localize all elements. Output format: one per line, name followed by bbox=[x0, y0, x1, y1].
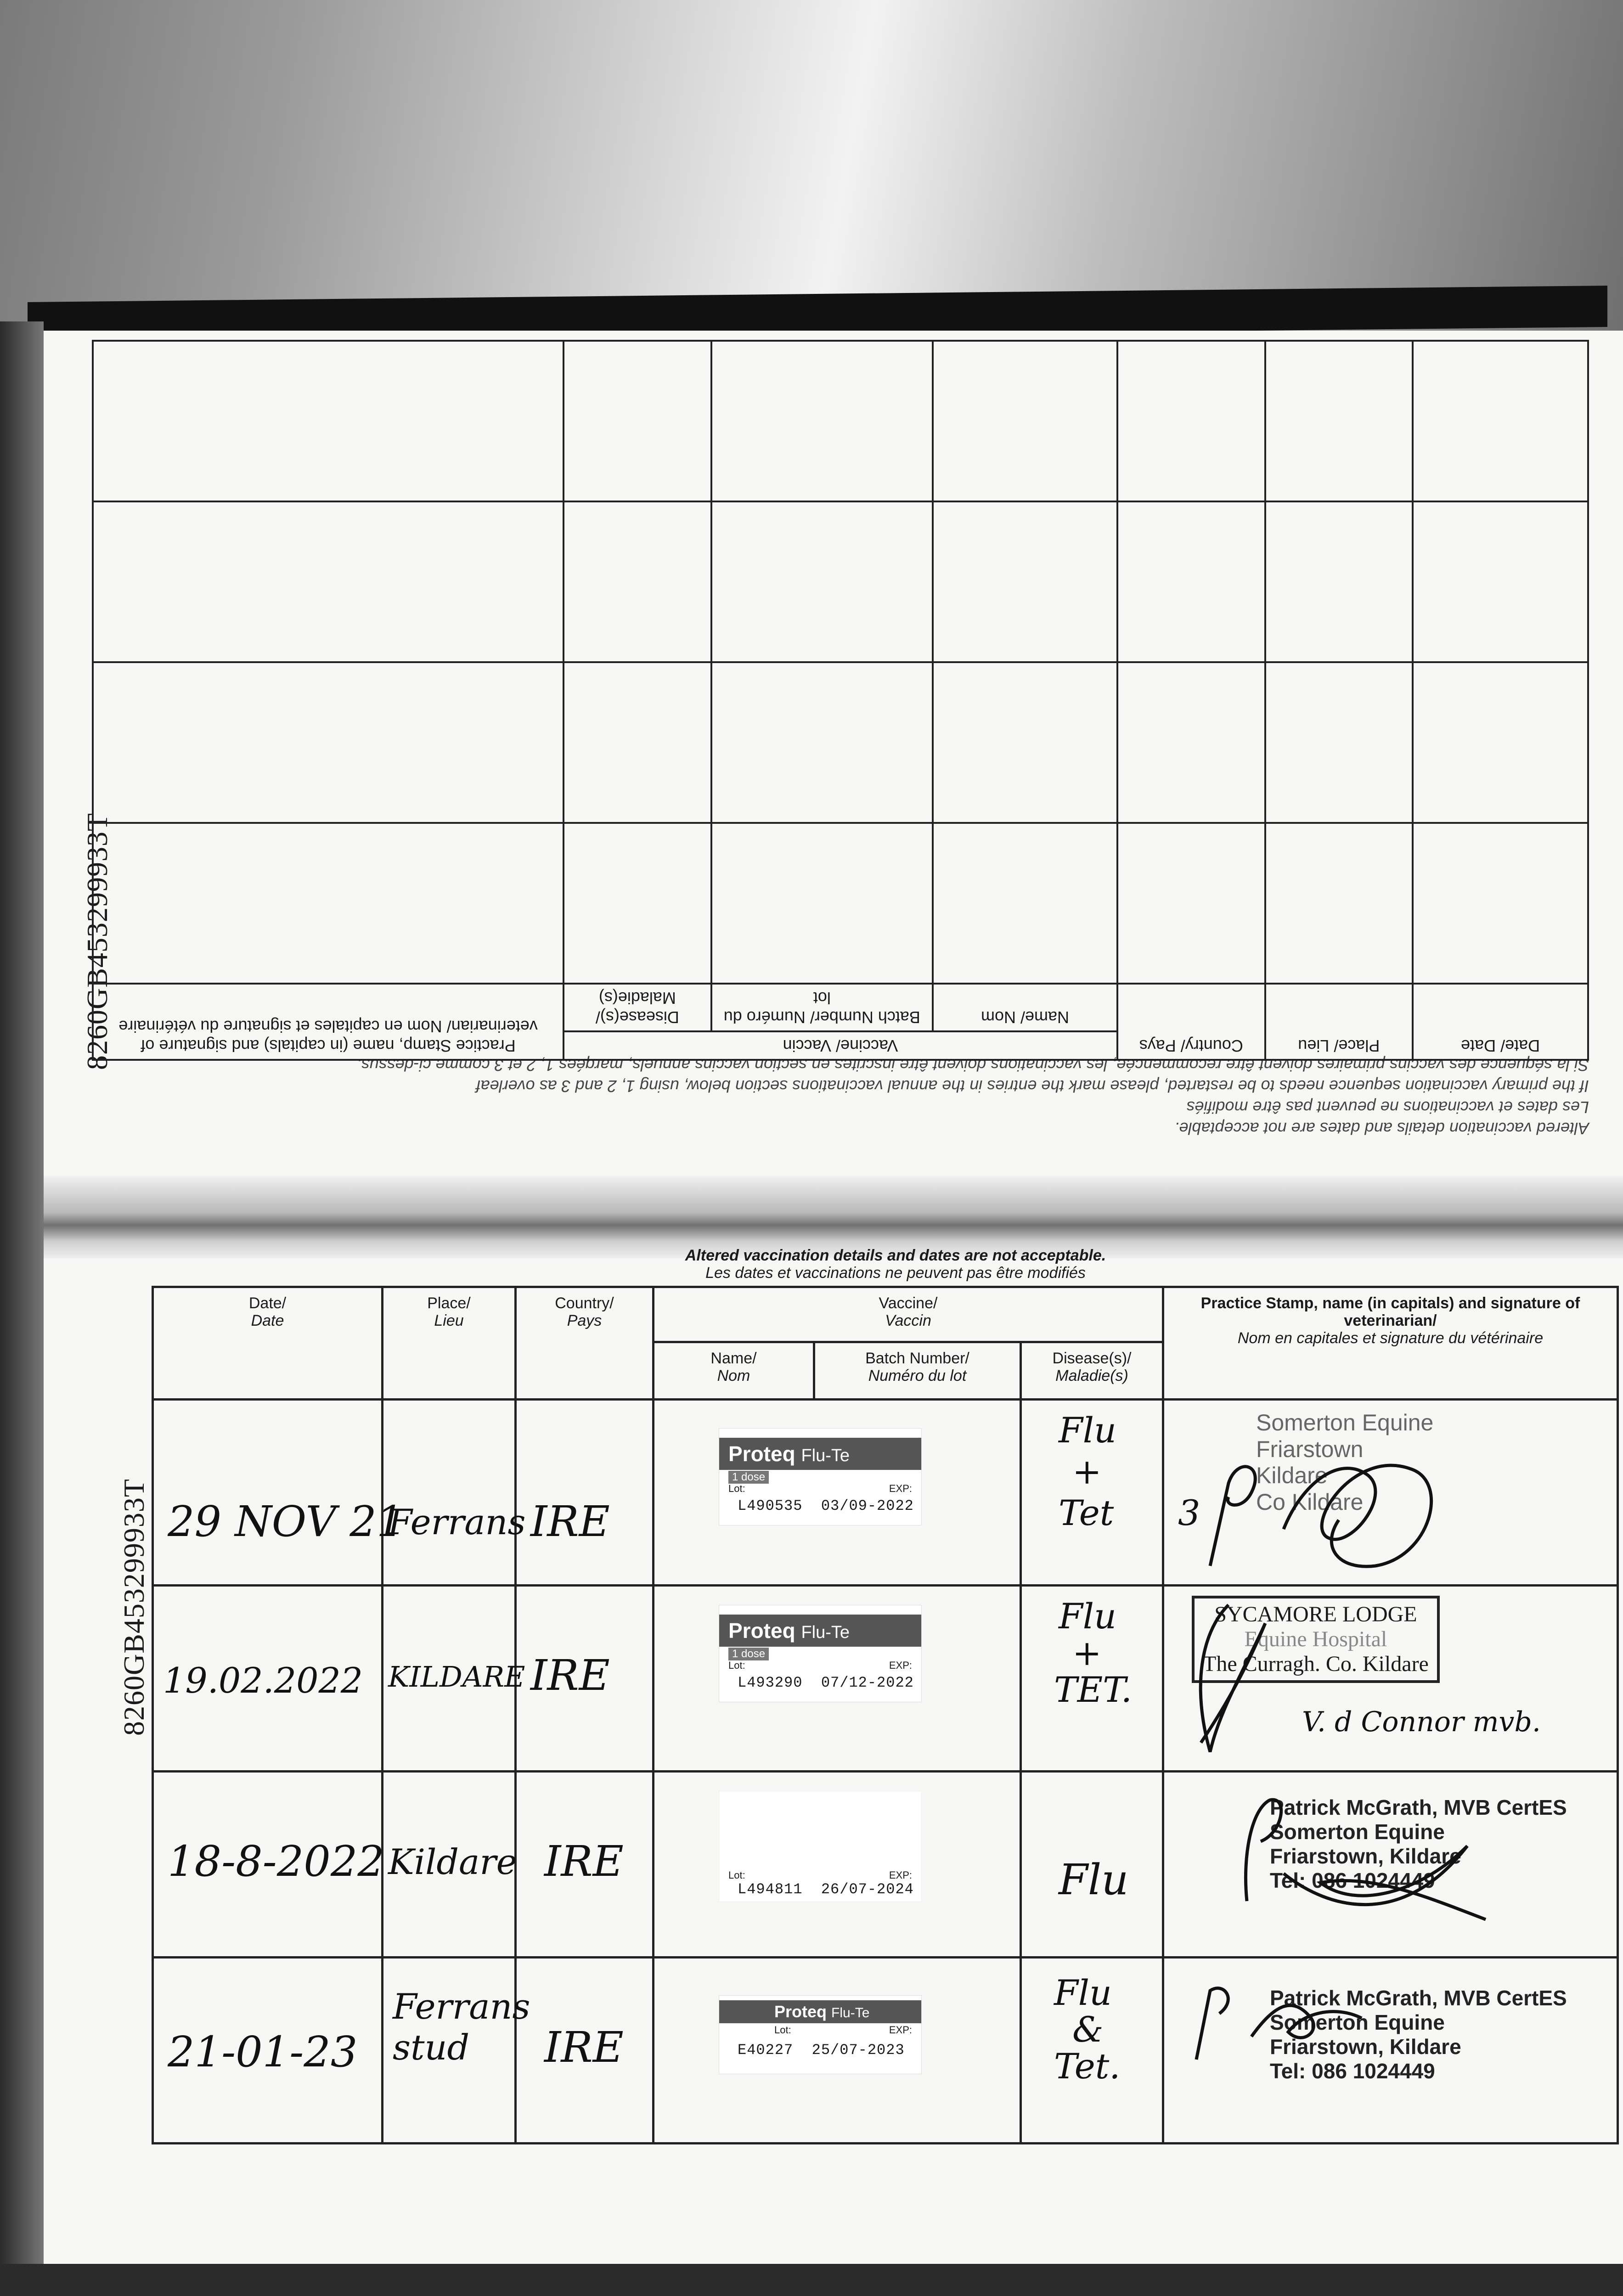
disease-line-1: Flu bbox=[1059, 1855, 1129, 1904]
header-country bbox=[516, 1287, 654, 1400]
cell-vaccine-sticker bbox=[654, 1772, 1021, 1958]
upper-note: Si la séquence des vaccins primaires doivent être recommencée, les vaccinations doivent être inscrites en section vaccins annuels, marqées 1, 2 et 3 comme ci-dessus. bbox=[356, 1056, 1589, 1075]
cell-date bbox=[153, 1772, 383, 1958]
sticker-product: Flu-Te bbox=[801, 1623, 850, 1642]
sticker-lot-label: Lot: bbox=[774, 2024, 791, 2036]
vaccine-sticker bbox=[719, 1995, 922, 2074]
cell-date bbox=[153, 1586, 383, 1772]
sticker-lot-label: Lot: bbox=[728, 1660, 745, 1671]
sticker-brand-name: Proteq bbox=[774, 2002, 827, 2021]
date-value: 19.02.2022 bbox=[163, 1660, 363, 1701]
cell-country bbox=[516, 1772, 654, 1958]
cell-practice-stamp bbox=[1163, 1958, 1618, 2144]
sticker-dose: 1 dose bbox=[728, 1648, 769, 1660]
scan-bottom-edge bbox=[0, 2264, 1623, 2296]
expiry-date: 26/07-2024 bbox=[821, 1881, 914, 1898]
cell-practice-stamp bbox=[1163, 1400, 1618, 1586]
altered-notice bbox=[643, 1247, 1148, 1282]
vet-handwritten-name: V. d Connor mvb. bbox=[1302, 1706, 1541, 1738]
cell-place bbox=[383, 1772, 516, 1958]
header-disease-fr: Maladie(s) bbox=[1055, 1367, 1128, 1384]
expiry-date: 07/12-2022 bbox=[821, 1674, 914, 1691]
header-name-fr: Nom bbox=[717, 1367, 750, 1384]
country-value: IRE bbox=[530, 1497, 610, 1546]
header-date-fr: Date bbox=[251, 1312, 284, 1329]
cell-vaccine-sticker bbox=[654, 1586, 1021, 1772]
place-value: KILDARE bbox=[388, 1660, 525, 1694]
upper-header-name: Name/ Nom bbox=[933, 984, 1117, 1031]
vaccine-sticker bbox=[719, 1605, 922, 1702]
header-place-fr: Lieu bbox=[434, 1312, 464, 1329]
signature-icon bbox=[1183, 1977, 1366, 2069]
upper-note: Les dates et vaccinations ne peuvent pas être modifiés bbox=[1186, 1098, 1589, 1117]
cell-date bbox=[153, 1958, 383, 2144]
stamp-line: The Curragh. Co. Kildare bbox=[1203, 1652, 1429, 1676]
country-value: IRE bbox=[544, 2023, 624, 2072]
date-value: 18-8-2022 bbox=[168, 1837, 384, 1886]
header-vaccine bbox=[654, 1287, 1163, 1342]
disease-line-1: Flu bbox=[1059, 1596, 1116, 1637]
header-name bbox=[654, 1342, 814, 1400]
lot-number: L493290 bbox=[738, 1674, 803, 1691]
lot-number: L494811 bbox=[738, 1881, 803, 1898]
disease-line-3: TET. bbox=[1054, 1669, 1132, 1710]
upper-header-date: Date/ Date bbox=[1413, 984, 1588, 1060]
signature-icon bbox=[1173, 1596, 1293, 1761]
upper-page-inverted bbox=[92, 349, 1589, 1139]
vaccination-row bbox=[153, 1400, 1618, 1586]
cell-disease bbox=[1021, 1772, 1163, 1958]
upper-header-country: Country/ Pays bbox=[1117, 984, 1265, 1060]
header-practice bbox=[1163, 1287, 1618, 1400]
cell-vaccine-sticker bbox=[654, 1958, 1021, 2144]
stamp-line: Tel: 086 1024449 bbox=[1270, 2059, 1435, 2083]
sticker-numbers bbox=[738, 1497, 914, 1514]
signature-icon bbox=[1210, 1782, 1495, 1938]
sticker-exp-label: EXP: bbox=[889, 1660, 912, 1671]
upper-header-place: Place/ Lieu bbox=[1265, 984, 1413, 1060]
cell-country bbox=[516, 1958, 654, 2144]
upper-header-disease: Disease(s)/ Maladie(s) bbox=[564, 984, 711, 1031]
sticker-exp-label: EXP: bbox=[889, 1483, 912, 1494]
stamp-line: Patrick McGrath, MVB CertES bbox=[1270, 1795, 1567, 1819]
header-place-en: Place/ bbox=[427, 1294, 471, 1312]
lot-number: L490535 bbox=[738, 1497, 803, 1514]
upper-empty-row bbox=[93, 662, 1588, 823]
header-batch bbox=[814, 1342, 1021, 1400]
stamp-line: Tel: 086 1024449 bbox=[1270, 1868, 1435, 1892]
stamp-line: Co Kildare bbox=[1256, 1489, 1364, 1515]
stamp-line: Kildare bbox=[1256, 1463, 1328, 1488]
disease-line-1: Flu bbox=[1059, 1410, 1116, 1451]
upper-notes bbox=[92, 1054, 1589, 1139]
cell-date bbox=[153, 1400, 404, 1586]
header-country-en: Country/ bbox=[555, 1294, 614, 1312]
vaccine-sticker bbox=[719, 1428, 922, 1525]
sticker-dose: 1 dose bbox=[728, 1471, 769, 1484]
stamp-line: Friarstown bbox=[1256, 1436, 1364, 1462]
upper-empty-row bbox=[93, 501, 1588, 662]
notice-en: Altered vaccination details and dates are not acceptable. bbox=[685, 1247, 1106, 1264]
stamp-line: Patrick McGrath, MVB CertES bbox=[1270, 1986, 1567, 2010]
sticker-product: Flu-Te bbox=[831, 2005, 870, 2020]
disease-line-2: & bbox=[1072, 2009, 1104, 2050]
vaccination-row bbox=[153, 1586, 1618, 1772]
stamp-line: Equine Hospital bbox=[1244, 1627, 1387, 1651]
stamp-line: Somerton Equine bbox=[1270, 1819, 1445, 1844]
upper-header-practice: Practice Stamp, name (in capitals) and signature of veterinarian/ Nom en capitales et signature du vétérinaire bbox=[93, 984, 564, 1060]
upper-header-vaccine: Vaccine/ Vaccin bbox=[564, 1031, 1117, 1060]
date-value: 21-01-23 bbox=[168, 2027, 358, 2077]
sticker-exp-label: EXP: bbox=[889, 1869, 912, 1881]
scan-left-edge bbox=[0, 321, 44, 2296]
header-name-en: Name/ bbox=[710, 1350, 757, 1367]
upper-note: Altered vaccination details and dates are not acceptable. bbox=[1174, 1119, 1589, 1138]
upper-header-batch: Batch Number/ Numéro du lot bbox=[711, 984, 933, 1031]
notice-fr: Les dates et vaccinations ne peuvent pas être modifiés bbox=[705, 1264, 1086, 1282]
disease-line-2: + bbox=[1072, 1632, 1102, 1673]
header-date bbox=[153, 1287, 383, 1400]
sticker-exp-label: EXP: bbox=[889, 2024, 912, 2036]
cell-disease bbox=[1021, 1400, 1163, 1586]
expiry-date: 03/09-2022 bbox=[821, 1497, 914, 1514]
disease-line-3: Tet bbox=[1059, 1492, 1114, 1533]
header-vaccine-fr: Vaccin bbox=[885, 1312, 931, 1329]
header-batch-en: Batch Number/ bbox=[865, 1350, 969, 1367]
upper-empty-row bbox=[93, 341, 1588, 501]
vaccination-table bbox=[152, 1286, 1619, 2144]
sequence-mark: 3 bbox=[1178, 1492, 1200, 1533]
header-batch-fr: Numéro du lot bbox=[868, 1367, 967, 1384]
vaccination-row bbox=[153, 1772, 1618, 1958]
cell-place bbox=[383, 1400, 526, 1586]
header-vaccine-en: Vaccine/ bbox=[879, 1294, 938, 1312]
cell-vaccine-sticker bbox=[654, 1400, 1021, 1586]
header-place bbox=[383, 1287, 516, 1400]
header-practice-fr: Nom en capitales et signature du vétérinaire bbox=[1237, 1329, 1544, 1347]
header-date-en: Date/ bbox=[248, 1294, 287, 1312]
country-value: IRE bbox=[530, 1651, 610, 1700]
cell-place bbox=[383, 1958, 530, 2144]
sticker-lot-label: Lot: bbox=[728, 1869, 745, 1881]
sticker-numbers bbox=[738, 1674, 914, 1691]
serial-number-upper: 8260GB453299933T bbox=[81, 813, 113, 1070]
cell-disease bbox=[1021, 1958, 1163, 2144]
stamp-line: Somerton Equine bbox=[1256, 1410, 1434, 1435]
sticker-brand bbox=[719, 2000, 921, 2023]
disease-line-3: Tet. bbox=[1054, 2046, 1121, 2087]
cell-country bbox=[516, 1400, 654, 1586]
header-practice-en: Practice Stamp, name (in capitals) and signature of veterinarian/ bbox=[1200, 1294, 1580, 1329]
header-disease bbox=[1021, 1342, 1163, 1400]
upper-note: If the primary vaccination sequence needs to be restarted, please mark the entries in the annual vaccinations section below, using 1, 2 and 3 as overleaf bbox=[476, 1077, 1589, 1096]
sticker-brand-name: Proteq bbox=[728, 1442, 795, 1466]
sticker-brand bbox=[719, 1438, 921, 1470]
cell-country bbox=[516, 1586, 654, 1772]
sticker-brand bbox=[719, 1615, 921, 1647]
sticker-numbers bbox=[738, 1881, 914, 1898]
sticker-brand-name: Proteq bbox=[728, 1619, 795, 1643]
stamp-line: SYCAMORE LODGE bbox=[1214, 1602, 1417, 1626]
cell-disease bbox=[1021, 1586, 1163, 1772]
vaccine-sticker bbox=[719, 1791, 922, 1902]
expiry-date: 25/07-2023 bbox=[812, 2042, 905, 2059]
serial-number-lower: 8260GB453299933T bbox=[118, 1479, 150, 1736]
sticker-lot-label: Lot: bbox=[728, 1483, 745, 1494]
vaccination-row bbox=[153, 1958, 1618, 2144]
cell-place bbox=[383, 1586, 525, 1772]
stamp-line: Friarstown, Kildare bbox=[1270, 2034, 1461, 2059]
stamp-line: Somerton Equine bbox=[1270, 2010, 1445, 2034]
disease-line-1: Flu bbox=[1054, 1972, 1112, 2013]
disease-line-2: + bbox=[1072, 1451, 1102, 1492]
upper-vaccination-table bbox=[92, 340, 1589, 1061]
place-value: Ferrans stud bbox=[393, 1986, 530, 2068]
signature-icon bbox=[1201, 1428, 1458, 1575]
sticker-product: Flu-Te bbox=[801, 1446, 850, 1465]
country-value: IRE bbox=[544, 1837, 624, 1886]
lot-number: E40227 bbox=[738, 2042, 794, 2059]
upper-empty-row bbox=[93, 823, 1588, 984]
header-country-fr: Pays bbox=[567, 1312, 602, 1329]
place-value: Ferrans bbox=[388, 1502, 526, 1542]
page-fold bbox=[32, 1176, 1623, 1258]
sticker-numbers bbox=[738, 2042, 905, 2059]
cell-practice-stamp bbox=[1163, 1586, 1618, 1772]
place-value: Kildare bbox=[388, 1841, 517, 1882]
header-disease-en: Disease(s)/ bbox=[1052, 1350, 1132, 1367]
date-value: 29 NOV 21 bbox=[168, 1497, 404, 1546]
cell-practice-stamp bbox=[1163, 1772, 1618, 1958]
stamp-line: Friarstown, Kildare bbox=[1270, 1844, 1461, 1868]
